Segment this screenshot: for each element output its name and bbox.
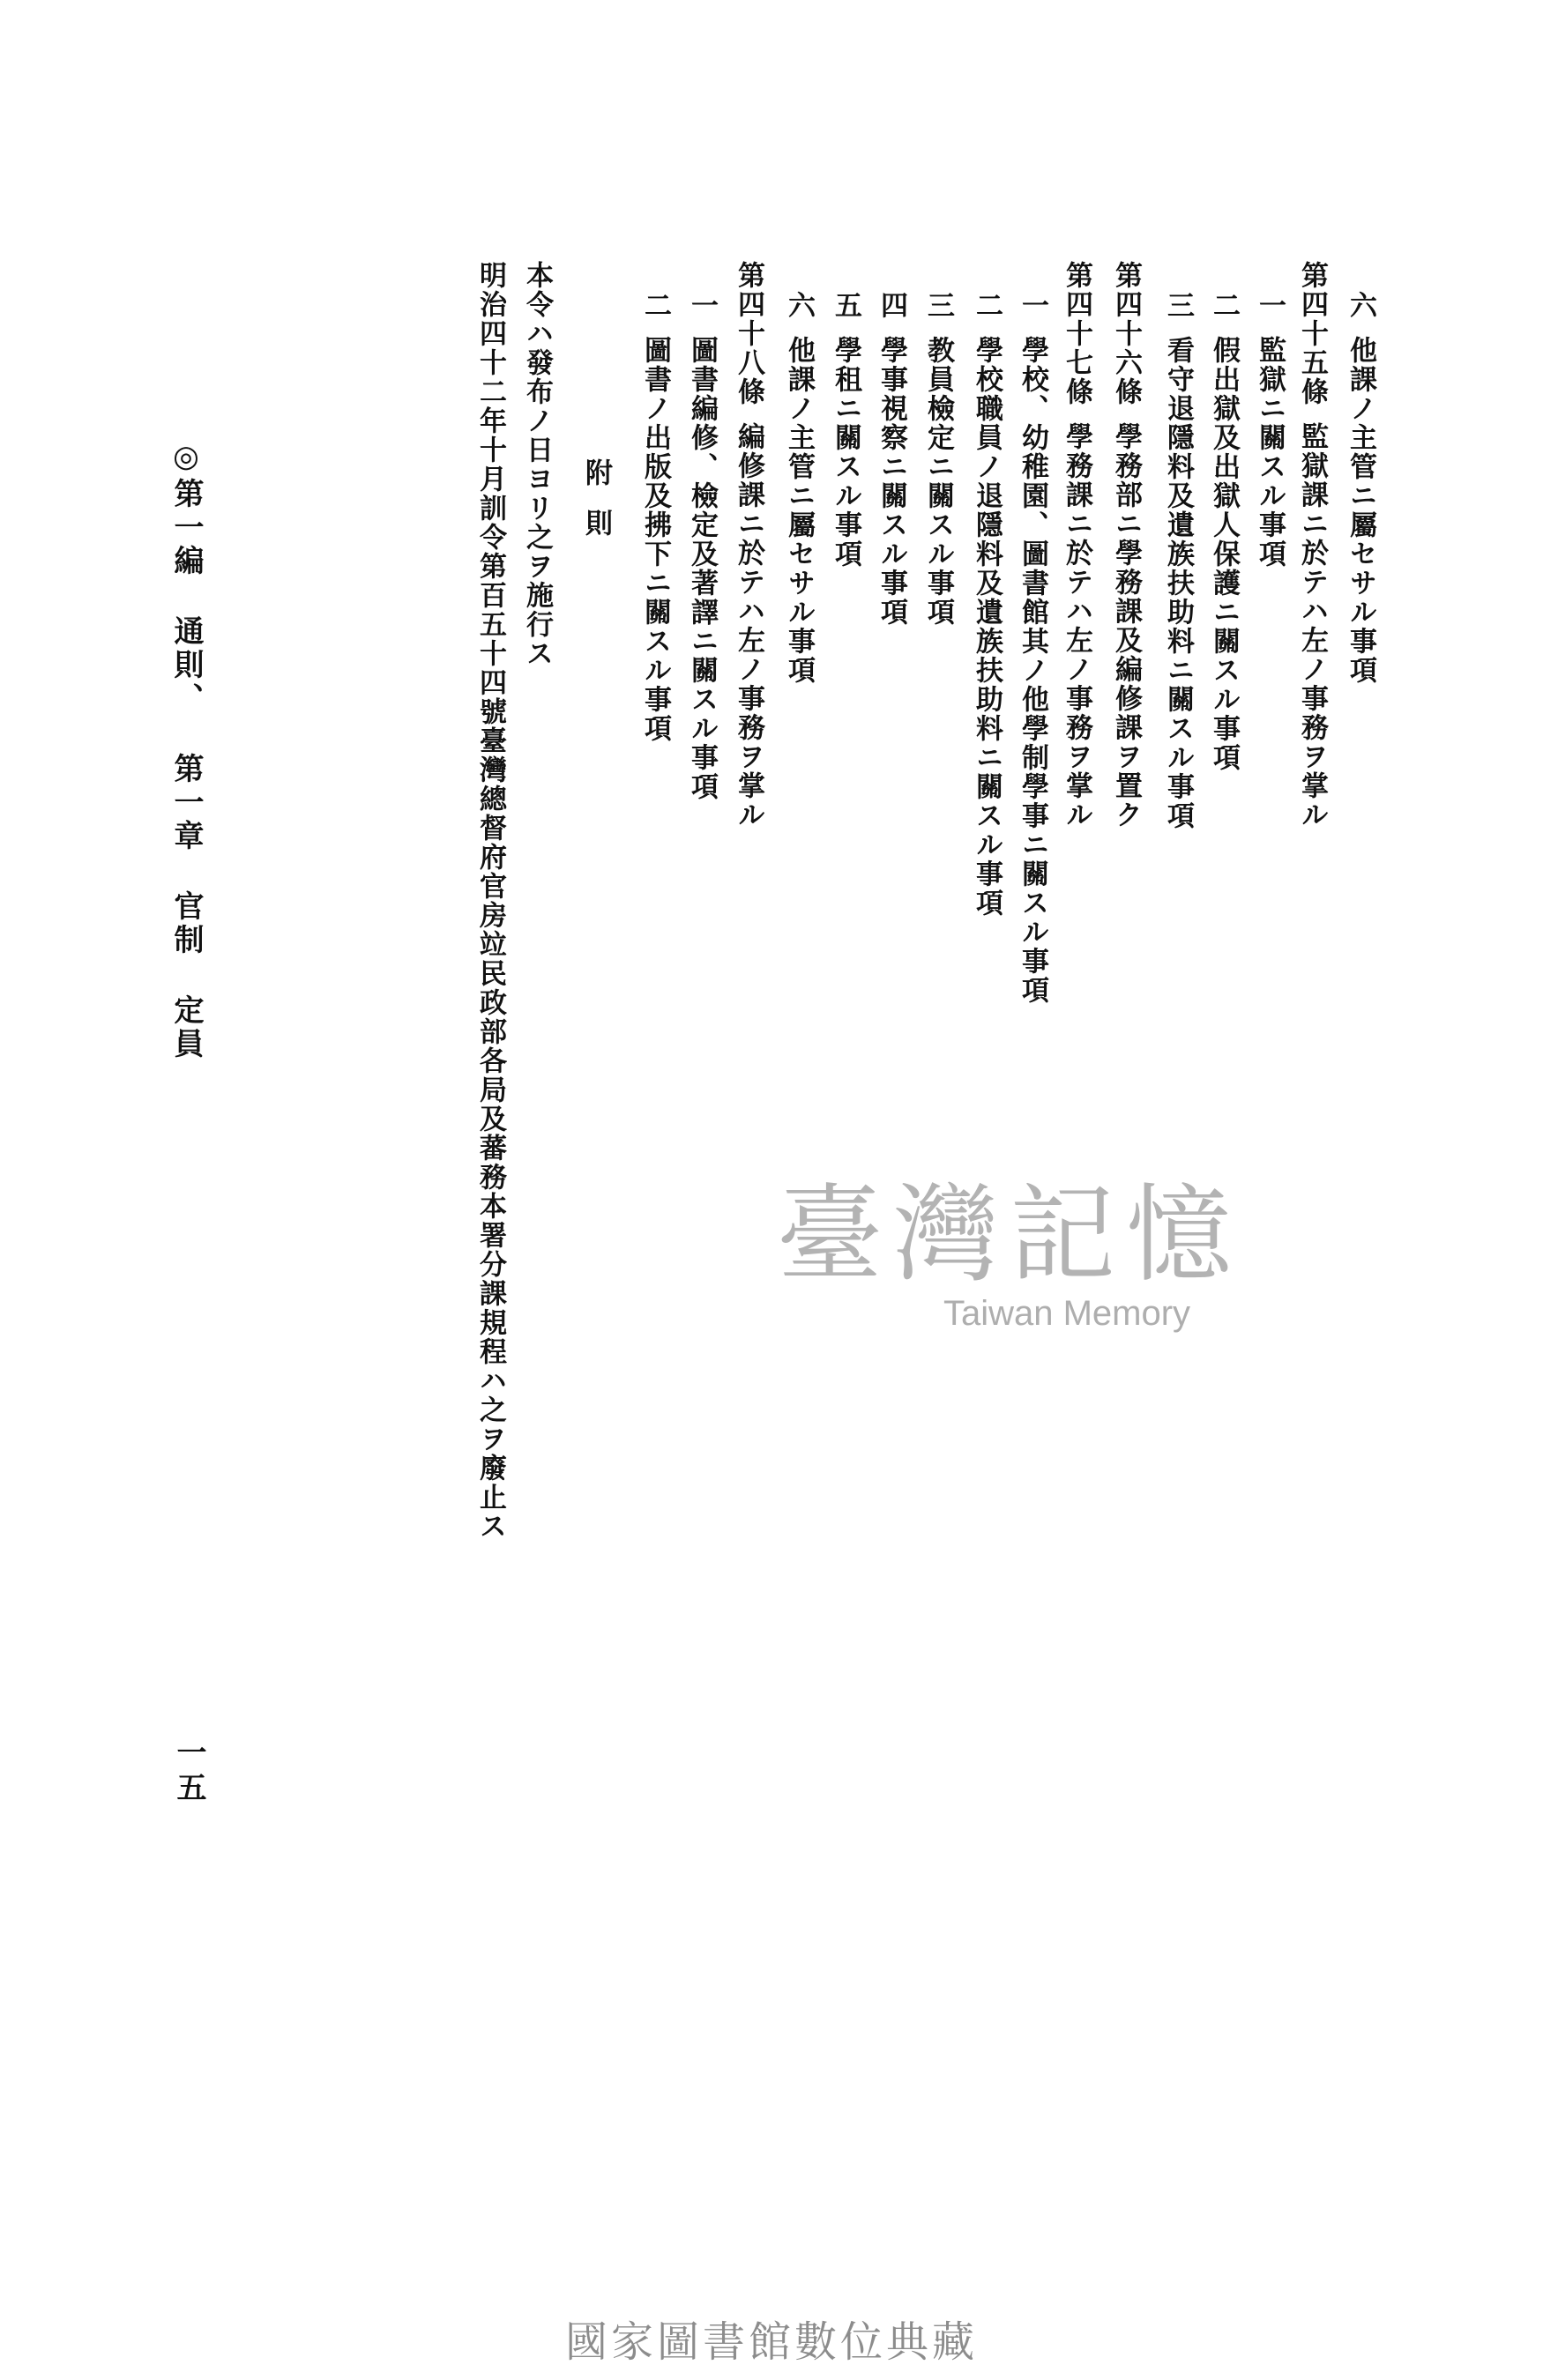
article-heading: [734, 261, 762, 829]
text-column: [783, 291, 815, 685]
column-text: 監獄課ニ於テハ左ノ事務ヲ掌ル: [1296, 422, 1328, 829]
column-text: 他課ノ主管ニ屬セサル事項: [1345, 336, 1376, 685]
column-text: 學務部ニ學務課及編修課ヲ置ク: [1110, 422, 1142, 829]
text-column: [1254, 291, 1286, 569]
header-part: 第一編: [168, 478, 204, 578]
column-text: 附則: [580, 458, 612, 559]
supplementary-provisions-heading: [580, 458, 612, 559]
taiwan-memory-watermark: [754, 1172, 1265, 1375]
text-column: [1346, 291, 1374, 685]
page-number: 一五: [171, 1737, 206, 1807]
item-marker: 一: [1017, 291, 1048, 320]
item-marker: 六: [783, 291, 815, 320]
column-text: 監獄ニ關スル事項: [1254, 336, 1286, 569]
watermark-cjk-text: 臺灣記憶: [777, 1174, 1242, 1297]
item-marker: 三: [1162, 291, 1194, 320]
repeal-clause: [474, 261, 506, 1541]
text-column: [877, 291, 905, 627]
column-text: 學校職員ノ退隱料及遺族扶助料ニ關スル事項: [971, 336, 1003, 918]
watermark-english-text: Taiwan Memory: [943, 1294, 1191, 1333]
column-text: 學租ニ關スル事項: [830, 336, 861, 569]
column-text: 本令ハ發布ノ日ヨリ之ヲ施行ス: [521, 261, 553, 668]
column-text: 他課ノ主管ニ屬セサル事項: [783, 336, 815, 685]
item-marker: 一: [1254, 291, 1286, 320]
item-marker: 二: [639, 291, 671, 320]
article-number: 第四十八條: [733, 261, 764, 406]
item-marker: 二: [1208, 291, 1240, 320]
circle-mark-icon: ◎: [168, 439, 204, 478]
column-text: 圖書編修、檢定及著譯ニ關スル事項: [686, 336, 718, 801]
column-text: 學校、幼稚園、圖書館其ノ他學制學事ニ關スル事項: [1017, 336, 1048, 1005]
column-text: 圖書ノ出版及拂下ニ關スル事項: [639, 336, 671, 743]
article-heading: [1110, 261, 1142, 829]
column-text: 明治四十二年十月訓令第百五十四號臺灣總督府官房竝民政部各局及蕃務本署分課規程ハ之ヲ廢止ス: [474, 261, 506, 1541]
text-column: [639, 291, 671, 743]
text-column: [1018, 291, 1046, 1005]
column-text: 編修課ニ於テハ左ノ事務ヲ掌ル: [733, 422, 764, 829]
header-chapter: 第一章: [168, 753, 204, 853]
header-section: 通則、: [168, 615, 204, 716]
column-text: 看守退隱料及遺族扶助料ニ關スル事項: [1162, 336, 1194, 830]
article-number: 第四十七條: [1061, 261, 1092, 406]
enforcement-clause: [521, 261, 553, 668]
item-marker: 三: [922, 291, 954, 320]
header-subtopic: 定員: [168, 994, 204, 1061]
article-number: 第四十六條: [1110, 261, 1142, 406]
footer-watermark: 國家圖書館數位典藏: [564, 2317, 978, 2367]
column-text: 學事視察ニ關スル事項: [876, 336, 907, 627]
article-heading: [1296, 261, 1328, 829]
text-column: [1162, 291, 1194, 830]
item-marker: 六: [1345, 291, 1376, 320]
column-text: 假出獄及出獄人保護ニ關スル事項: [1208, 336, 1240, 772]
article-heading: [1062, 261, 1090, 829]
running-header: [165, 439, 208, 1061]
text-column: [1208, 291, 1240, 772]
text-column: [686, 291, 718, 801]
item-marker: 五: [830, 291, 861, 320]
item-marker: 一: [686, 291, 718, 320]
text-column: [971, 291, 1003, 918]
item-marker: 二: [971, 291, 1003, 320]
text-column: [922, 291, 954, 627]
item-marker: 四: [876, 291, 907, 320]
column-text: 教員檢定ニ關スル事項: [922, 336, 954, 627]
header-topic: 官制: [168, 890, 204, 957]
article-number: 第四十五條: [1296, 261, 1328, 406]
text-column: [831, 291, 859, 569]
column-text: 學務課ニ於テハ左ノ事務ヲ掌ル: [1061, 422, 1092, 829]
